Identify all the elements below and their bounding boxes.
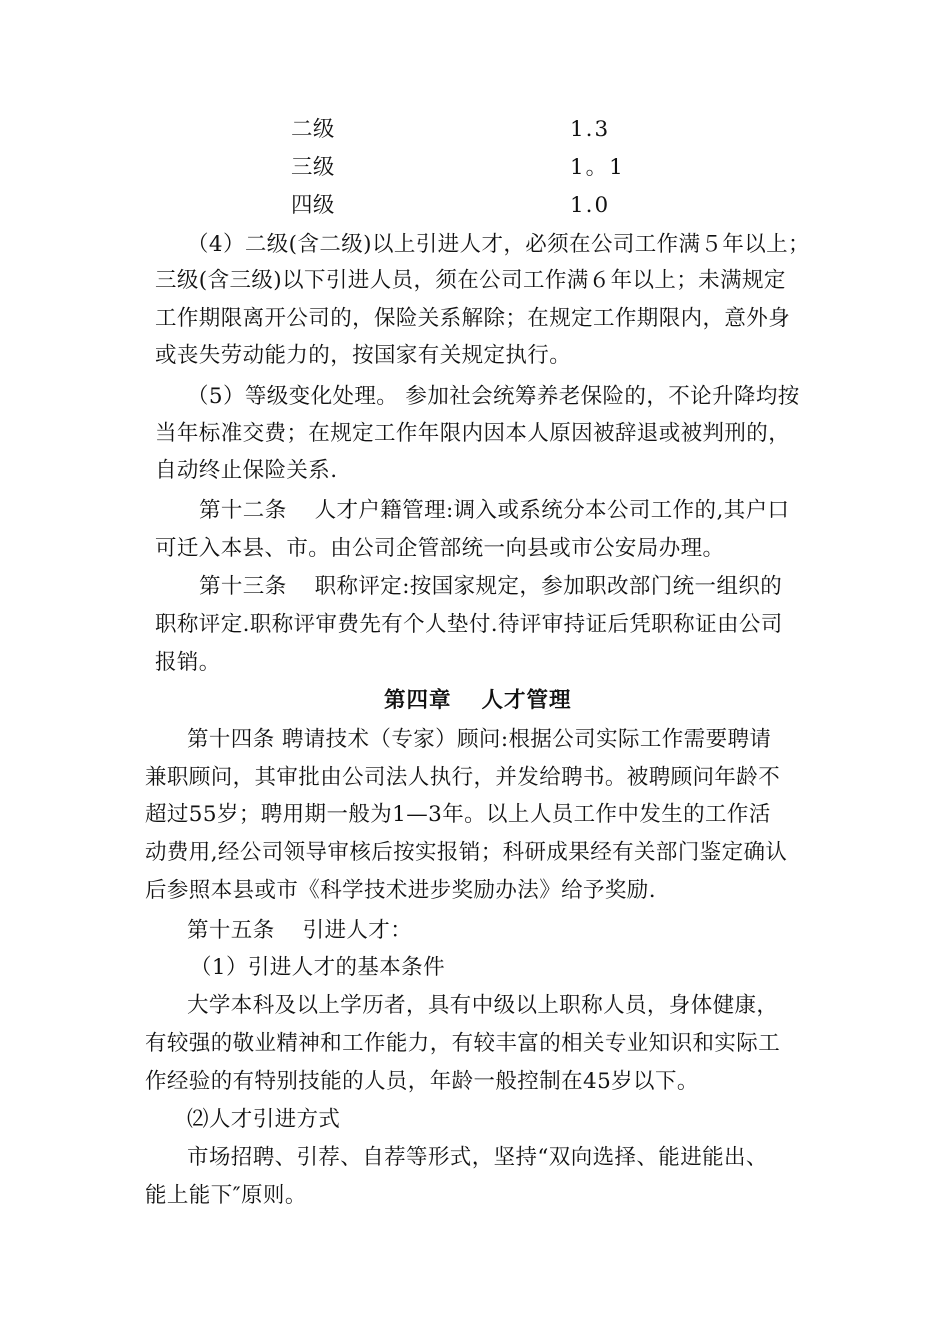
text-line: 作经验的有特别技能的人员，年龄一般控制在45岁以下。 xyxy=(145,1069,699,1094)
text-line: 报销。 xyxy=(155,650,221,675)
text-line: 后参照本县或市《科学技术进步奖励办法》给予奖励. xyxy=(145,878,656,903)
grade-value: 1.3 xyxy=(570,117,611,142)
grade-value: 1.0 xyxy=(570,193,611,218)
text-line: 职称评定:按国家规定，参加职改部门统一组织的 xyxy=(314,574,783,599)
grade-label: 二级 xyxy=(291,117,335,142)
text-line: 动费用,经公司领导审核后按实报销；科研成果经有关部门鉴定确认 xyxy=(145,840,788,865)
item-1-heading: （1）引进人才的基本条件 xyxy=(190,955,445,980)
text-line: 第十四条 聘请技术（专家）顾问:根据公司实际工作需要聘请 xyxy=(187,727,772,752)
text-line: 兼职顾问，其审批由公司法人执行，并发给聘书。被聘顾问年龄不 xyxy=(145,765,781,790)
text-line: 超过55岁；聘用期一般为1—3年。以上人员工作中发生的工作活 xyxy=(145,802,771,827)
article-15 xyxy=(187,916,412,946)
text-line: 人才户籍管理:调入或系统分本公司工作的,其户口 xyxy=(314,498,790,523)
text-line: 工作期限离开公司的，保险关系解除；在规定工作期限内，意外身 xyxy=(155,306,791,331)
text-line: 或丧失劳动能力的，按国家有关规定执行。 xyxy=(155,343,572,368)
grade-label: 四级 xyxy=(291,193,335,218)
text-line: 有较强的敬业精神和工作能力，有较丰富的相关专业知识和实际工 xyxy=(145,1031,781,1056)
article-heading: 第十二条 xyxy=(199,498,287,523)
grade-value: 1。1 xyxy=(570,155,625,180)
text-line: 大学本科及以上学历者，具有中级以上职称人员，身体健康， xyxy=(187,993,779,1018)
chapter-title: 人才管理 xyxy=(481,688,572,713)
article-heading: 第十三条 xyxy=(199,574,287,599)
article-title: 引进人才： xyxy=(302,918,413,943)
text-line: 职称评定.职称评审费先有个人垫付.待评审持证后凭职称证由公司 xyxy=(155,612,783,637)
grade-label: 三级 xyxy=(291,155,335,180)
text-line: 市场招聘、引荐、自荐等形式，坚持“双向选择、能进能出、 xyxy=(187,1145,768,1170)
text-line: （4）二级(含二级)以上引进人才，必须在公司工作满５年以上； xyxy=(187,232,810,257)
text-line: 自动终止保险关系. xyxy=(155,458,338,483)
chapter-heading xyxy=(384,686,572,716)
text-line: 三级(含三级)以下引进人员，须在公司工作满６年以上；未满规定 xyxy=(155,268,786,293)
text-line: 能上能下″原则。 xyxy=(145,1183,307,1208)
text-line: 可迁入本县、市。由公司企管部统一向县或市公安局办理。 xyxy=(155,536,725,561)
text-line: （5）等级变化处理。 参加社会统筹养老保险的，不论升降均按 xyxy=(187,384,800,409)
item-2-heading: ⑵人才引进方式 xyxy=(187,1107,341,1132)
chapter-number: 第四章 xyxy=(384,688,452,713)
article-heading: 第十五条 xyxy=(187,918,275,943)
text-line: 当年标准交费；在规定工作年限内因本人原因被辞退或被判刑的， xyxy=(155,421,791,446)
